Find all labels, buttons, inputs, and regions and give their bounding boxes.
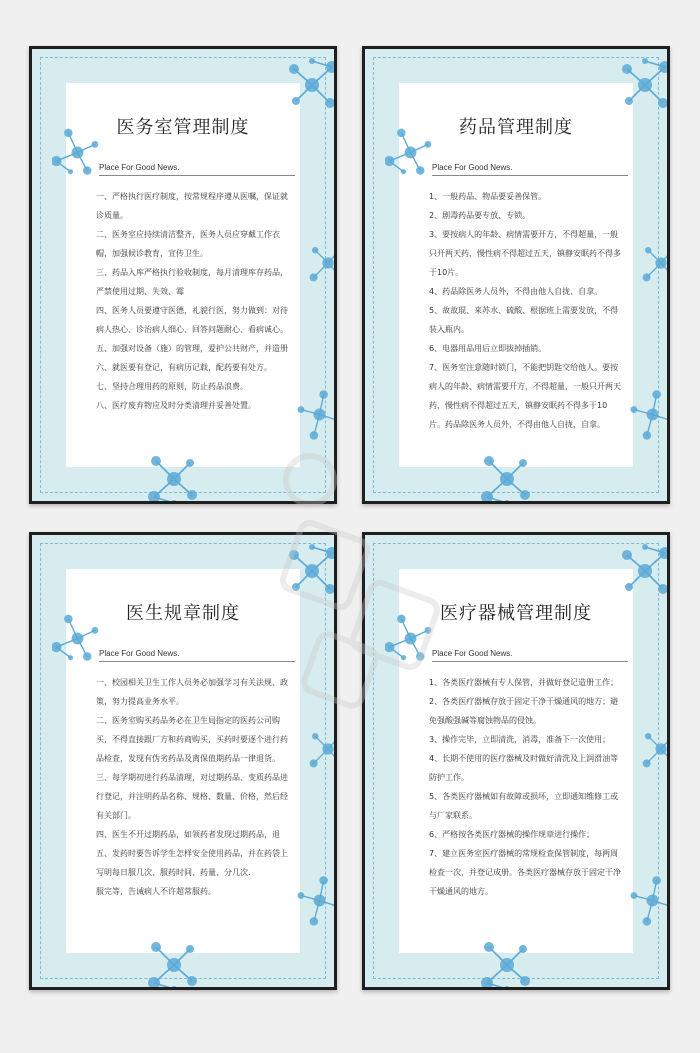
rule-line: 八、医疗废弃物应及时分类清理并妥善处置。 <box>96 401 256 410</box>
molecule-icon <box>144 449 204 501</box>
rule-line: 七、坚持合理用药的原则，防止药品浪费。 <box>96 382 248 391</box>
board-background <box>32 535 334 987</box>
molecule-icon <box>385 613 436 664</box>
rule-line: 有关部门。 <box>96 811 136 820</box>
board-tagline: Place For Good News. <box>99 649 295 662</box>
board-title: 医疗器械管理制度 <box>440 603 592 624</box>
molecule-icon <box>294 875 334 926</box>
molecule-icon <box>282 55 334 115</box>
rules-list <box>429 673 619 901</box>
rule-line: 装入瓶内。 <box>429 325 469 334</box>
rule-line: 病人的年龄、病情需要开方，不得超量，一般只开两天 <box>429 382 621 391</box>
rule-line: 干燥通风的地方。 <box>429 887 493 896</box>
rule-line: 五、加强对设备（施）的管理，爱护公共财产，并造册 <box>96 344 288 353</box>
rule-line: 片。药品除医务人员外，不得由他人自拢，自拿。 <box>429 420 605 429</box>
rule-line: 7、建立医务室医疗器械的常规检查保管制度，每两周 <box>429 849 619 858</box>
molecule-icon <box>627 875 667 926</box>
molecule-icon <box>637 725 667 773</box>
board-title: 医务室管理制度 <box>116 117 250 138</box>
rule-line: 药，慢性病不得超过五天，镇静安眠药不得多于10 <box>429 401 608 410</box>
rule-line: 二、医务室购买药品务必在卫生局指定的医药公司购 <box>96 716 280 725</box>
rules-list <box>96 673 286 901</box>
rule-line: 行登记，并注明药品名称、规格、数量、价格，然后经 <box>96 792 288 801</box>
rule-line: 1、各类医疗器械有专人保管，并做好登记造册工作； <box>429 678 619 687</box>
rule-line: 1、一般药品、物品要妥善保管。 <box>429 192 547 201</box>
notice-board <box>29 46 337 504</box>
rule-line: 四、医务人员要遵守医德，礼貌行医，努力做到：对待 <box>96 306 288 315</box>
rules-list <box>96 187 286 415</box>
rule-line: 只开两天药，慢性病不得超过五天，镇静安眠药不得多 <box>429 249 621 258</box>
rule-line: 4、长期不使用的医疗器械及时做好清洗及上润滑油等 <box>429 754 619 763</box>
molecule-icon <box>52 613 103 664</box>
rule-line: 服完等，告诫病人不许超常服药。 <box>96 887 216 896</box>
rule-line: 严禁使用过期、失效、霉 <box>96 287 184 296</box>
molecule-icon <box>637 239 667 287</box>
rules-list <box>429 187 619 434</box>
molecule-icon <box>615 541 667 601</box>
rule-line: 三、每学期初进行药品清理，对过期药品、变质药品进 <box>96 773 288 782</box>
molecule-icon <box>477 449 537 501</box>
rule-line: 帽，加强候诊教育，宣传卫生。 <box>96 249 208 258</box>
molecule-icon <box>304 725 334 773</box>
rule-line: 一、校园相关卫生工作人员务必加强学习有关法规、政 <box>96 678 288 687</box>
board-title: 医生规章制度 <box>126 603 240 624</box>
molecule-icon <box>477 935 537 987</box>
rule-line: 六、就医要有登记，有病历记载，配药要有处方。 <box>96 363 272 372</box>
molecule-icon <box>52 127 103 178</box>
rule-line: 2、剧毒药品要专放、专锁。 <box>429 211 531 220</box>
board-background <box>365 535 667 987</box>
board-tagline: Place For Good News. <box>99 163 295 176</box>
rule-line: 一、严格执行医疗制度，按常规程序遵从医嘱，保证就 <box>96 192 288 201</box>
molecule-icon <box>615 55 667 115</box>
molecule-icon <box>144 935 204 987</box>
rule-line: 3、操作完毕，立即清洗，消毒，准备下一次使用； <box>429 735 611 744</box>
rule-line: 5、各类医疗器械如有故障或损坏，立即通知维修工或 <box>429 792 619 801</box>
rule-line: 二、医务室应持续清洁整齐，医务人员应穿戴工作衣 <box>96 230 280 239</box>
molecule-icon <box>304 239 334 287</box>
rule-line: 与厂家联系。 <box>429 811 477 820</box>
molecule-icon <box>385 127 436 178</box>
molecule-icon <box>294 389 334 440</box>
rule-line: 7、医务室注意随时锁门，不能把钥匙交给他人。要按 <box>429 363 619 372</box>
rule-line: 6、严格按各类医疗器械的操作规章进行操作； <box>429 830 595 839</box>
rule-line: 检查一次，并登记成册。各类医疗器械存放于固定干净 <box>429 868 621 877</box>
notice-board <box>362 46 670 504</box>
board-tagline: Place For Good News. <box>432 649 628 662</box>
rule-line: 于10片。 <box>429 268 464 277</box>
board-tagline: Place For Good News. <box>432 163 628 176</box>
rule-line: 四、医生不开过期药品，如领药者发现过期药品，退 <box>96 830 280 839</box>
rule-line: 免强酸强碱等腐蚀物品的侵蚀。 <box>429 716 541 725</box>
rule-line: 三、药品入库严格执行验收制度，每月清理库存药品， <box>96 268 288 277</box>
rule-line: 6、电器用品用后立即拔掉插销。 <box>429 344 547 353</box>
board-background <box>365 49 667 501</box>
rule-line: 五、发药时要告诉学生怎样安全使用药品，并在药袋上 <box>96 849 288 858</box>
rule-line: 4、药品除医务人员外，不得由他人自拢、自拿。 <box>429 287 603 296</box>
rule-line: 诊质量。 <box>96 211 128 220</box>
rule-line: 品检查，发现有伪劣药品及离保值期药品一律退货。 <box>96 754 280 763</box>
rule-line: 5、故故琨、来苏水、硫酸、根据班上需要发放，不得 <box>429 306 619 315</box>
rule-line: 策，努力提高业务水平。 <box>96 697 184 706</box>
notice-board <box>29 532 337 990</box>
rule-line: 2、各类医疗器械存放于固定干净干燥通风的地方；避 <box>429 697 619 706</box>
rule-line: 病人热心、诊治病人细心、回答问题耐心、看病诚心。 <box>96 325 288 334</box>
notice-board <box>362 532 670 990</box>
molecule-icon <box>627 389 667 440</box>
rule-line: 防护工作。 <box>429 773 469 782</box>
board-background <box>32 49 334 501</box>
board-title: 药品管理制度 <box>459 117 573 138</box>
rule-line: 写明每日服几次、服药时间、药量、分几次. <box>96 868 251 877</box>
rule-line: 3、要按病人的年龄、病情需要开方，不得超量，一般 <box>429 230 619 239</box>
molecule-icon <box>282 541 334 601</box>
rule-line: 买，不得直接跟厂方和药商购买，买药时要逐个进行药 <box>96 735 288 744</box>
